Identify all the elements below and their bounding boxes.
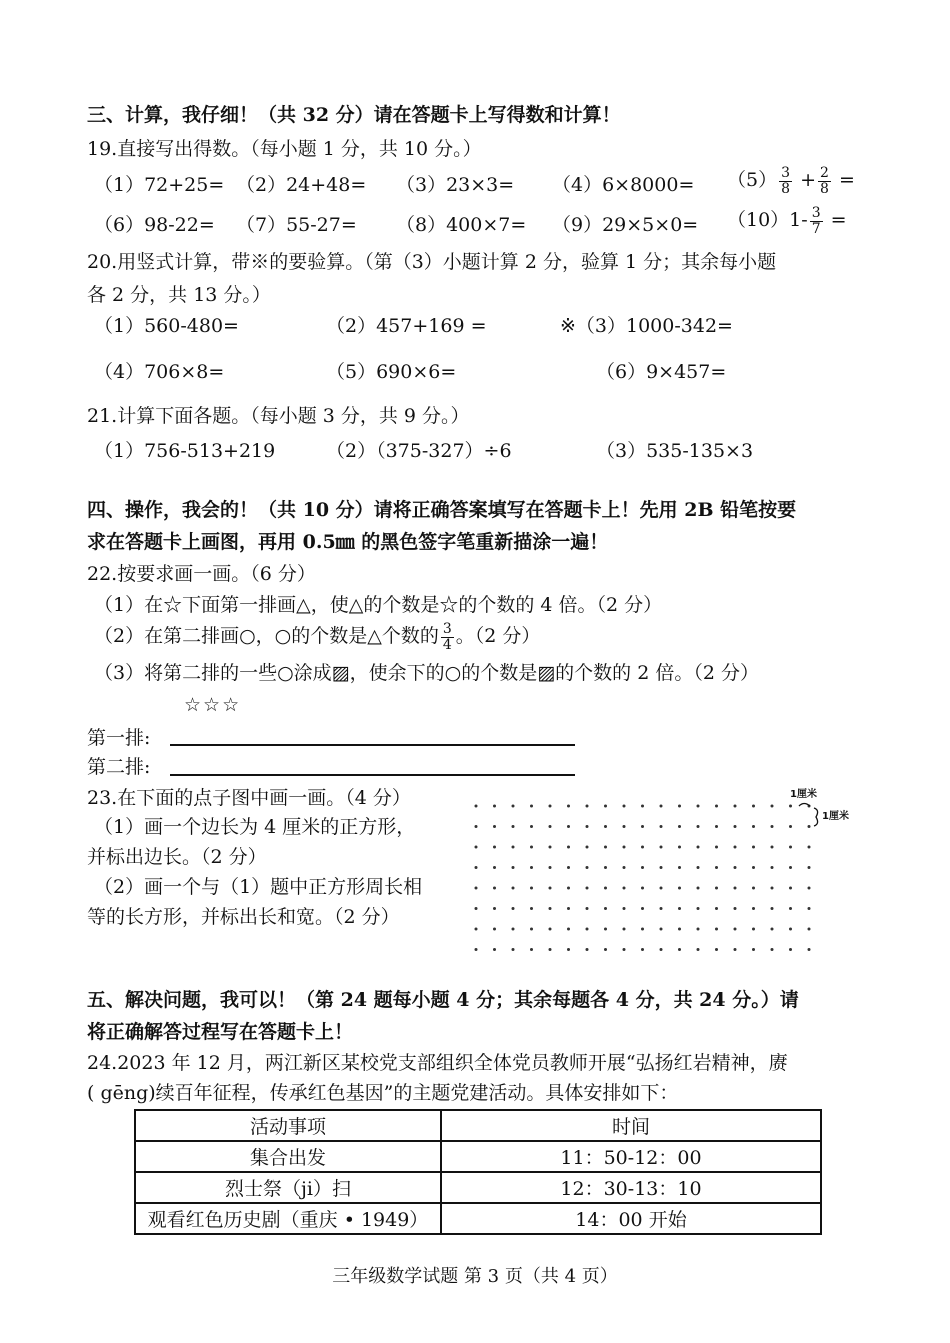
grid-dot bbox=[623, 866, 626, 869]
section4-heading-line1: 四、操作，我会的！（共 10 分）请将正确答案填写在答题卡上！先用 2B 铅笔按要 bbox=[87, 499, 797, 521]
grid-dot bbox=[734, 846, 737, 849]
grid-dot bbox=[660, 948, 663, 951]
grid-dot bbox=[789, 805, 792, 808]
grid-dot bbox=[604, 928, 607, 931]
grid-dot bbox=[604, 805, 607, 808]
grid-dot bbox=[604, 887, 607, 890]
schedule-table bbox=[134, 1109, 822, 1235]
q20-item-1: （1）560-480= bbox=[94, 315, 239, 337]
grid-dot bbox=[475, 805, 478, 808]
grid-dot bbox=[678, 846, 681, 849]
grid-dot bbox=[512, 948, 515, 951]
grid-dot bbox=[678, 866, 681, 869]
grid-dot bbox=[789, 948, 792, 951]
grid-dot bbox=[789, 907, 792, 910]
grid-dot bbox=[697, 907, 700, 910]
grid-dot bbox=[512, 866, 515, 869]
q19-item-2: （2）24+48= bbox=[236, 174, 367, 196]
grid-dot bbox=[493, 846, 496, 849]
q24-line2: ( gēng)续百年征程，传承红色基因”的主题党建活动。具体安排如下： bbox=[87, 1082, 679, 1104]
grid-dot bbox=[493, 907, 496, 910]
grid-dot bbox=[752, 928, 755, 931]
q23-line2: 并标出边长。（2 分） bbox=[87, 846, 267, 868]
grid-dot bbox=[475, 846, 478, 849]
grid-dot bbox=[549, 866, 552, 869]
dot-grid[interactable] bbox=[468, 796, 823, 971]
table-row bbox=[135, 1172, 821, 1203]
grid-dot bbox=[623, 805, 626, 808]
q20-item-4: （4）706×8= bbox=[94, 361, 225, 383]
q19-item-8: （8）400×7= bbox=[396, 214, 527, 236]
grid-dot bbox=[752, 948, 755, 951]
grid-dot bbox=[678, 907, 681, 910]
grid-dot bbox=[567, 907, 570, 910]
grid-dot bbox=[604, 846, 607, 849]
grid-dot bbox=[808, 948, 811, 951]
grid-dot bbox=[752, 846, 755, 849]
grid-dot bbox=[512, 825, 515, 828]
table-cell: 观看红色历史剧（重庆 • 1949） bbox=[135, 1203, 441, 1234]
grid-dot bbox=[789, 928, 792, 931]
grid-dot bbox=[567, 948, 570, 951]
grid-dot bbox=[512, 805, 515, 808]
fraction: $\frac{3}{7}$ bbox=[811, 205, 821, 237]
grid-dot bbox=[493, 948, 496, 951]
grid-dot bbox=[771, 948, 774, 951]
grid-dot bbox=[715, 907, 718, 910]
grid-dot bbox=[475, 907, 478, 910]
grid-dot bbox=[697, 805, 700, 808]
q23-title: 23.在下面的点子图中画一画。（4 分） bbox=[87, 787, 411, 809]
scale-top-label: 1厘米 bbox=[790, 789, 817, 800]
q23-line4: 等的长方形，并标出长和宽。（2 分） bbox=[87, 906, 400, 928]
section5-heading-line1: 五、解决问题，我可以！（第 24 题每小题 4 分；其余每题各 4 分，共 24 分。）请 bbox=[87, 989, 799, 1011]
grid-dot bbox=[567, 846, 570, 849]
grid-dot bbox=[678, 825, 681, 828]
grid-dot bbox=[586, 928, 589, 931]
q21-title: 21.计算下面各题。（每小题 3 分，共 9 分。） bbox=[87, 405, 470, 427]
grid-dot bbox=[660, 907, 663, 910]
grid-dot bbox=[641, 825, 644, 828]
stars-row: ☆☆☆ bbox=[184, 694, 242, 716]
grid-dot bbox=[715, 866, 718, 869]
grid-dot bbox=[771, 846, 774, 849]
table-cell: 12：30-13：10 bbox=[441, 1172, 821, 1203]
q23-line1: （1）画一个边长为 4 厘米的正方形， bbox=[94, 816, 416, 838]
grid-dot bbox=[512, 907, 515, 910]
q19-item-7: （7）55-27= bbox=[236, 214, 357, 236]
grid-dot bbox=[475, 948, 478, 951]
q20-item-5: （5）690×6= bbox=[326, 361, 457, 383]
grid-dot bbox=[623, 825, 626, 828]
section5-heading-line2: 将正确解答过程写在答题卡上！ bbox=[87, 1021, 354, 1043]
grid-dot bbox=[567, 928, 570, 931]
grid-dot bbox=[530, 825, 533, 828]
q21-item-2: （2）（375-327）÷6 bbox=[326, 440, 512, 462]
grid-dot bbox=[512, 887, 515, 890]
grid-dot bbox=[697, 846, 700, 849]
grid-dot bbox=[493, 866, 496, 869]
q23-line3: （2）画一个与（1）题中正方形周长相 bbox=[94, 876, 423, 898]
grid-dot bbox=[771, 805, 774, 808]
grid-dot bbox=[734, 907, 737, 910]
grid-dot bbox=[604, 907, 607, 910]
grid-dot bbox=[697, 948, 700, 951]
grid-dot bbox=[567, 866, 570, 869]
grid-dot bbox=[641, 805, 644, 808]
table-row bbox=[135, 1141, 821, 1172]
grid-dot bbox=[715, 846, 718, 849]
grid-dot bbox=[549, 887, 552, 890]
q19-item-5: （5） $\frac{3}{8}$ + $\frac{2}{8}$ = bbox=[727, 165, 855, 197]
q22-part1: （1）在☆下面第一排画△，使△的个数是☆的个数的 4 倍。（2 分） bbox=[94, 594, 663, 616]
grid-dot bbox=[475, 825, 478, 828]
grid-dot bbox=[475, 866, 478, 869]
row1-label: 第一排: bbox=[87, 727, 151, 749]
grid-dot bbox=[512, 846, 515, 849]
q20-title-line1: 20.用竖式计算，带※的要验算。（第（3）小题计算 2 分，验算 1 分；其余每小题 bbox=[87, 251, 777, 273]
grid-dot bbox=[660, 887, 663, 890]
grid-dot bbox=[789, 866, 792, 869]
grid-dot bbox=[549, 846, 552, 849]
q21-item-1: （1）756-513+219 bbox=[94, 440, 276, 462]
grid-dot bbox=[623, 846, 626, 849]
grid-dot bbox=[715, 948, 718, 951]
row2-label: 第二排: bbox=[87, 756, 151, 778]
q24-line1: 24.2023 年 12 月，两江新区某校党支部组织全体党员教师开展“弘扬红岩精神，赓 bbox=[87, 1052, 788, 1074]
grid-dot bbox=[752, 907, 755, 910]
grid-dot bbox=[549, 907, 552, 910]
table-header-cell: 时间 bbox=[441, 1110, 821, 1141]
grid-dot bbox=[715, 928, 718, 931]
grid-dot bbox=[771, 825, 774, 828]
grid-dot bbox=[604, 825, 607, 828]
grid-dot bbox=[771, 887, 774, 890]
grid-dot bbox=[697, 928, 700, 931]
q20-item-2: （2）457+169 = bbox=[326, 315, 487, 337]
grid-dot bbox=[808, 887, 811, 890]
grid-dot bbox=[715, 887, 718, 890]
q19-item-6: （6）98-22= bbox=[94, 214, 215, 236]
grid-dot bbox=[752, 805, 755, 808]
grid-dot bbox=[530, 846, 533, 849]
q20-title-line2: 各 2 分，共 13 分。） bbox=[87, 284, 271, 306]
grid-dot bbox=[586, 887, 589, 890]
scale-brace-icon bbox=[796, 800, 826, 830]
grid-dot bbox=[604, 948, 607, 951]
grid-dot bbox=[493, 805, 496, 808]
grid-dot bbox=[808, 846, 811, 849]
table-cell: 11：50-12：00 bbox=[441, 1141, 821, 1172]
grid-dot bbox=[734, 887, 737, 890]
grid-dot bbox=[678, 928, 681, 931]
row1-answer-line[interactable] bbox=[170, 744, 575, 746]
q19-item-3: （3）23×3= bbox=[396, 174, 515, 196]
row2-answer-line[interactable] bbox=[170, 774, 575, 776]
section4-heading-line2: 求在答题卡上画图，再用 0.5㎜ 的黑色签字笔重新描涂一遍！ bbox=[87, 531, 609, 553]
grid-dot bbox=[586, 948, 589, 951]
grid-dot bbox=[641, 846, 644, 849]
grid-dot bbox=[660, 928, 663, 931]
grid-dot bbox=[567, 825, 570, 828]
grid-dot bbox=[493, 887, 496, 890]
grid-dot bbox=[734, 928, 737, 931]
q19-title: 19.直接写出得数。（每小题 1 分，共 10 分。） bbox=[87, 138, 482, 160]
q20-item-6: （6）9×457= bbox=[596, 361, 727, 383]
grid-dot bbox=[641, 907, 644, 910]
table-cell: 14：00 开始 bbox=[441, 1203, 821, 1234]
grid-dot bbox=[789, 825, 792, 828]
grid-dot bbox=[586, 907, 589, 910]
grid-dot bbox=[789, 887, 792, 890]
grid-dot bbox=[734, 948, 737, 951]
grid-dot bbox=[771, 866, 774, 869]
grid-dot bbox=[752, 825, 755, 828]
table-header-cell: 活动事项 bbox=[135, 1110, 441, 1141]
q21-item-3: （3）535-135×3 bbox=[596, 440, 754, 462]
grid-dot bbox=[586, 846, 589, 849]
grid-dot bbox=[586, 825, 589, 828]
q19-item-10: （10）1- $\frac{3}{7}$ = bbox=[727, 205, 847, 237]
grid-dot bbox=[623, 948, 626, 951]
grid-dot bbox=[530, 887, 533, 890]
q20-item-3: ※（3）1000-342= bbox=[560, 315, 733, 337]
fraction: $\frac{3}{8}$ bbox=[781, 165, 791, 197]
q19-item-4: （4）6×8000= bbox=[552, 174, 695, 196]
grid-dot bbox=[697, 825, 700, 828]
table-cell: 集合出发 bbox=[135, 1141, 441, 1172]
fraction: $\frac{3}{4}$ bbox=[442, 621, 452, 653]
grid-dot bbox=[734, 805, 737, 808]
grid-dot bbox=[734, 866, 737, 869]
grid-dot bbox=[549, 948, 552, 951]
grid-dot bbox=[475, 887, 478, 890]
table-row bbox=[135, 1203, 821, 1234]
grid-dot bbox=[734, 825, 737, 828]
grid-dot bbox=[567, 887, 570, 890]
grid-dot bbox=[697, 887, 700, 890]
grid-dot bbox=[808, 907, 811, 910]
grid-dot bbox=[660, 866, 663, 869]
grid-dot bbox=[623, 928, 626, 931]
table-header-row bbox=[135, 1110, 821, 1141]
grid-dot bbox=[549, 805, 552, 808]
grid-dot bbox=[808, 928, 811, 931]
grid-dot bbox=[586, 805, 589, 808]
grid-dot bbox=[678, 805, 681, 808]
grid-dot bbox=[808, 866, 811, 869]
grid-dot bbox=[660, 805, 663, 808]
section3-heading: 三、计算，我仔细！（共 32 分）请在答题卡上写得数和计算！ bbox=[87, 104, 621, 126]
grid-dot bbox=[530, 948, 533, 951]
grid-dot bbox=[660, 846, 663, 849]
grid-dot bbox=[641, 887, 644, 890]
grid-dot bbox=[530, 866, 533, 869]
grid-dot bbox=[567, 805, 570, 808]
grid-dot bbox=[641, 928, 644, 931]
grid-dot bbox=[512, 928, 515, 931]
grid-dot bbox=[660, 825, 663, 828]
grid-dot bbox=[678, 948, 681, 951]
grid-dot bbox=[641, 866, 644, 869]
grid-dot bbox=[752, 866, 755, 869]
q19-item-1: （1）72+25= bbox=[94, 174, 225, 196]
scale-side-label: 1厘米 bbox=[822, 811, 849, 822]
grid-dot bbox=[493, 928, 496, 931]
grid-dot bbox=[549, 928, 552, 931]
grid-dot bbox=[771, 928, 774, 931]
page-footer: 三年级数学试题 第 3 页（共 4 页） bbox=[332, 1266, 618, 1287]
grid-dot bbox=[586, 866, 589, 869]
q22-part2: （2）在第二排画○，○的个数是△个数的 $\frac{3}{4}$ 。（2 分） bbox=[94, 621, 541, 653]
grid-dot bbox=[715, 825, 718, 828]
q19-item-9: （9）29×5×0= bbox=[552, 214, 699, 236]
q22-part3: （3）将第二排的一些○涂成▨，使余下的○的个数是▨的个数的 2 倍。（2 分） bbox=[94, 662, 759, 684]
grid-dot bbox=[623, 907, 626, 910]
grid-dot bbox=[789, 846, 792, 849]
grid-dot bbox=[493, 825, 496, 828]
grid-dot bbox=[715, 805, 718, 808]
grid-dot bbox=[623, 887, 626, 890]
grid-dot bbox=[549, 825, 552, 828]
q22-title: 22.按要求画一画。（6 分） bbox=[87, 563, 316, 585]
fraction: $\frac{2}{8}$ bbox=[819, 165, 829, 197]
table-cell: 烈士祭（ji）扫 bbox=[135, 1172, 441, 1203]
grid-dot bbox=[530, 907, 533, 910]
grid-dot bbox=[604, 866, 607, 869]
grid-dot bbox=[530, 805, 533, 808]
grid-dot bbox=[530, 928, 533, 931]
grid-dot bbox=[697, 866, 700, 869]
grid-dot bbox=[771, 907, 774, 910]
grid-dot bbox=[678, 887, 681, 890]
grid-dot bbox=[475, 928, 478, 931]
grid-dot bbox=[752, 887, 755, 890]
grid-dot bbox=[641, 948, 644, 951]
